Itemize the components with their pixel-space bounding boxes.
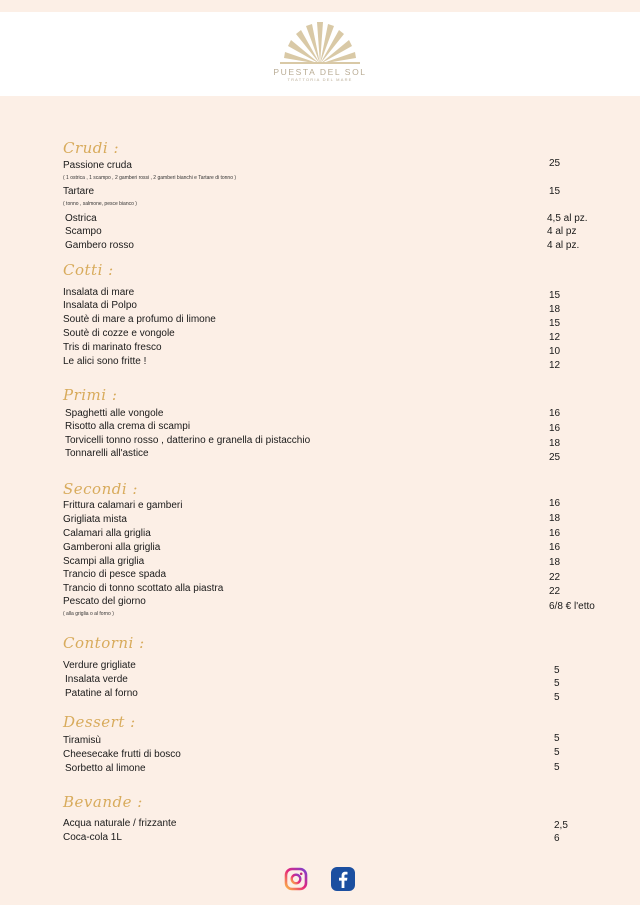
section-heading-cotti: Cotti : (63, 261, 114, 279)
menu-item-name: Passione cruda (63, 160, 132, 171)
menu-item-name: Acqua naturale / frizzante (63, 818, 177, 829)
menu-item-price: 18 (549, 557, 561, 568)
instagram-icon[interactable] (284, 867, 308, 891)
facebook-icon[interactable] (331, 867, 355, 891)
menu-item-name: Tiramisù (63, 735, 101, 746)
menu-item-name: Sorbetto al limone (65, 763, 146, 774)
menu-item-name: Risotto alla crema di scampi (65, 421, 191, 432)
menu-item-name: Insalata di mare (63, 287, 135, 298)
menu-item-name: Grigliata mista (63, 514, 127, 525)
menu-item-name: Tonnarelli all'astice (65, 448, 149, 459)
menu-item-price: 15 (549, 318, 561, 329)
menu-item-name: Ostrica (65, 213, 97, 224)
menu-item-name: Insalata di Polpo (63, 300, 137, 311)
header (0, 0, 640, 96)
menu-item-price: 25 (549, 452, 561, 463)
brand-subtitle: TRATTORIA DEL MARE (287, 77, 353, 82)
menu-item-name: Trancio di pesce spada (63, 569, 167, 580)
section-heading-dessert: Dessert : (63, 713, 136, 731)
menu-item-note: ( alla griglia o al forno ) (63, 611, 114, 617)
section-heading-primi: Primi : (63, 386, 118, 404)
menu-item-price: 6 (554, 833, 560, 844)
menu-item-price: 18 (549, 438, 561, 449)
menu-item-price: 5 (554, 678, 560, 689)
sunset-rays-icon (270, 18, 370, 66)
menu-item-price: 2,5 (554, 820, 568, 831)
menu-item-price: 12 (549, 332, 561, 343)
brand-name: PUESTA DEL SOL (273, 67, 367, 77)
menu-item-price: 5 (554, 747, 560, 758)
menu-item-name: Trancio di tonno scottato alla piastra (63, 583, 224, 594)
menu-item-name: Le alici sono fritte ! (63, 356, 147, 367)
menu-item-name: Coca-cola 1L (63, 832, 122, 843)
menu-item-name: Torvicelli tonno rosso , datterino e granella di pistacchio (65, 435, 311, 446)
menu-item-price: 5 (554, 733, 560, 744)
menu-item-name: Pescato del giorno (63, 596, 146, 607)
section-heading-secondi: Secondi : (63, 480, 138, 498)
section-heading-crudi: Crudi : (63, 139, 120, 157)
menu-item-note: ( 1 ostrica , 1 scampo , 2 gamberi rossi , 2 gamberi bianchi e Tartare di tonno ) (63, 175, 237, 181)
brand-logo (270, 18, 370, 94)
menu-item-name: Tris di marinato fresco (63, 342, 162, 353)
menu-item-name: Verdure grigliate (63, 660, 136, 671)
menu-item-name: Spaghetti alle vongole (65, 408, 164, 419)
menu-item-name: Scampo (65, 226, 102, 237)
header-top-strip (0, 0, 640, 12)
menu-item-price: 4 al pz (547, 226, 577, 237)
menu-item-price: 22 (549, 586, 561, 597)
menu-item-price: 16 (549, 528, 561, 539)
menu-item-price: 5 (554, 665, 560, 676)
menu-item-price: 5 (554, 762, 560, 773)
section-heading-bevande: Bevande : (63, 793, 143, 811)
menu-item-price: 16 (549, 498, 561, 509)
menu-item-name: Soutè di mare a profumo di limone (63, 314, 216, 325)
menu-item-price: 12 (549, 360, 561, 371)
menu-item-price: 25 (549, 158, 561, 169)
menu-item-price: 16 (549, 423, 561, 434)
menu-item-price: 15 (549, 290, 561, 301)
menu-item-name: Gamberoni alla griglia (63, 542, 161, 553)
menu-item-price: 16 (549, 408, 561, 419)
menu-item-name: Soutè di cozze e vongole (63, 328, 175, 339)
menu-item-name: Frittura calamari e gamberi (63, 500, 183, 511)
menu-item-price: 18 (549, 304, 561, 315)
menu-item-name: Gambero rosso (65, 240, 134, 251)
menu-item-price: 18 (549, 513, 561, 524)
menu-item-name: Scampi alla griglia (63, 556, 145, 567)
menu-item-name: Patatine al forno (65, 688, 138, 699)
menu-item-name: Insalata verde (65, 674, 128, 685)
menu-item-name: Calamari alla griglia (63, 528, 151, 539)
section-heading-contorni: Contorni : (63, 634, 145, 652)
menu-item-price: 5 (554, 692, 560, 703)
menu-item-name: Cheesecake frutti di bosco (63, 749, 181, 760)
menu-item-price: 4 al pz. (547, 240, 580, 251)
menu-item-price: 4,5 al pz. (547, 213, 588, 224)
menu-item-name: Tartare (63, 186, 95, 197)
menu-item-note: ( tonno , salmone, pesce bianco ) (63, 201, 137, 207)
menu-item-price: 22 (549, 572, 561, 583)
menu-item-price: 6/8 € l'etto (549, 601, 595, 612)
menu-item-price: 15 (549, 186, 561, 197)
menu-item-price: 16 (549, 542, 561, 553)
menu-item-price: 10 (549, 346, 561, 357)
